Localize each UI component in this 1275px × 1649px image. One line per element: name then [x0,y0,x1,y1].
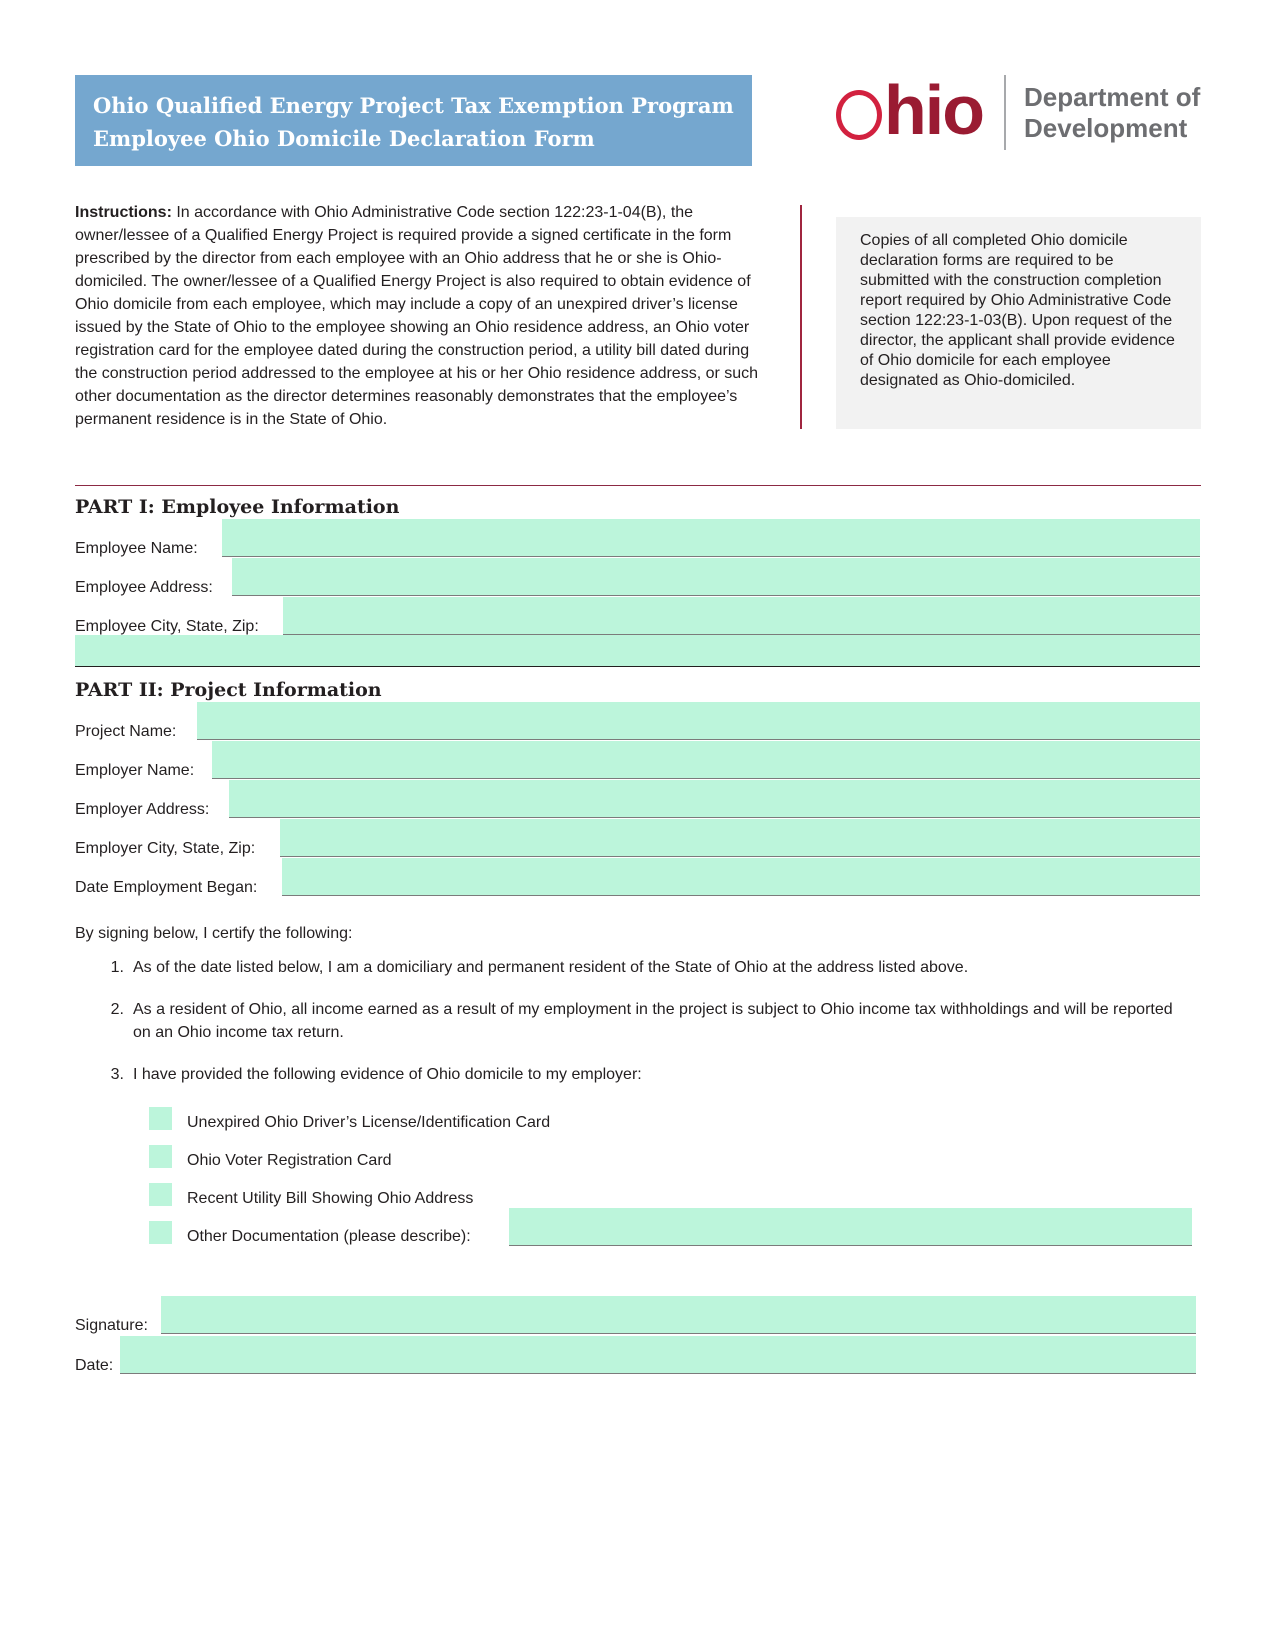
drivers-license-checkbox[interactable] [149,1107,172,1130]
date-label: Date: [75,1357,114,1374]
other-documentation-field[interactable] [509,1208,1192,1246]
signature-label: Signature: [75,1317,148,1334]
employee-name-label: Employee Name: [75,540,198,557]
employer-name-field[interactable] [212,741,1200,779]
other-documentation-label: Other Documentation (please describe): [187,1228,471,1245]
ohio-logo-text: hio [884,71,983,149]
voter-card-checkbox[interactable] [149,1145,172,1168]
list-number: 3. [110,1066,124,1083]
employer-city-label: Employer City, State, Zip: [75,840,256,857]
department-line2: Development [1024,113,1188,143]
form-title-banner [75,75,752,166]
ohio-logo [836,70,983,150]
employer-address-field[interactable] [229,780,1200,818]
department-name [1024,82,1200,144]
project-name-label: Project Name: [75,723,177,740]
date-field[interactable] [120,1336,1196,1374]
employee-name-field[interactable] [222,519,1200,557]
employer-address-label: Employer Address: [75,801,210,818]
certify-item-3: I have provided the following evidence of Ohio domicile to my employer: [133,1066,642,1083]
utility-bill-checkbox[interactable] [149,1183,172,1206]
voter-card-label: Ohio Voter Registration Card [187,1152,392,1169]
instructions-paragraph [75,201,775,431]
form-title-line1: Ohio Qualified Energy Project Tax Exemption Program [93,93,734,118]
employee-city-field[interactable] [283,597,1200,635]
employment-date-label: Date Employment Began: [75,879,258,896]
ohio-logo-o-icon [836,90,882,140]
part2-title: PART II: Project Information [75,679,382,701]
signature-field[interactable] [161,1296,1196,1334]
employee-address-label: Employee Address: [75,579,213,596]
employee-city-label: Employee City, State, Zip: [75,618,259,635]
utility-bill-label: Recent Utility Bill Showing Ohio Address [187,1190,474,1207]
employee-address-field[interactable] [232,558,1200,596]
drivers-license-label: Unexpired Ohio Driver’s License/Identification Card [187,1114,551,1131]
list-number: 2. [110,1001,124,1018]
instructions-text: In accordance with Ohio Administrative Code section 122:23-1-04(B), the owner/lessee of a Qualified Energy Project is required provide a signed certificate in the form prescribed by the director from each employee with an Ohio address that he or she is Ohio-domiciled. The owner/lessee of a Qualified Energy Project is also required to obtain evidence of Ohio domicile from each employee, which may include a copy of an unexpired driver’s license issued by the State of Ohio to the employee showing an Ohio residence address, an Ohio voter registration card for the employee dated during the construction period, a utility bill dated during the construction period addressed to the employee at his or her Ohio residence address, or such other documentation as the director determines reasonably demonstrates that the employee’s permanent residence is in the State of Ohio. [75,204,759,428]
list-number: 1. [110,959,124,976]
instructions-label: Instructions: [75,204,172,221]
certify-item-1: As of the date listed below, I am a domiciliary and permanent resident of the State of Ohio at the address listed above. [133,959,969,976]
other-documentation-checkbox[interactable] [149,1221,172,1244]
form-title-line2: Employee Ohio Domicile Declaration Form [93,126,595,151]
section-divider [75,485,1201,486]
certify-item-2: As a resident of Ohio, all income earned as a result of my employment in the project is subject to Ohio income tax withholdings and will be reported on an Ohio income tax return. [133,1001,1173,1041]
employer-name-label: Employer Name: [75,762,195,779]
department-line1: Department of [1024,82,1201,112]
vertical-divider [800,205,802,429]
logo-divider [1004,75,1006,150]
employee-extra-field[interactable] [75,635,1200,667]
employment-date-field[interactable] [282,858,1200,896]
certify-intro: By signing below, I certify the following: [75,925,353,942]
submission-note: Copies of all completed Ohio domicile declaration forms are required to be submitted with the construction completion report required by Ohio Administrative Code section 122:23-1-03(B). Upon request of the director, the applicant shall provide evidence of Ohio domicile for each employee designated as Ohio-domiciled. [836,217,1201,429]
part1-title: PART I: Employee Information [75,496,400,518]
project-name-field[interactable] [197,702,1200,740]
employer-city-field[interactable] [280,819,1200,857]
